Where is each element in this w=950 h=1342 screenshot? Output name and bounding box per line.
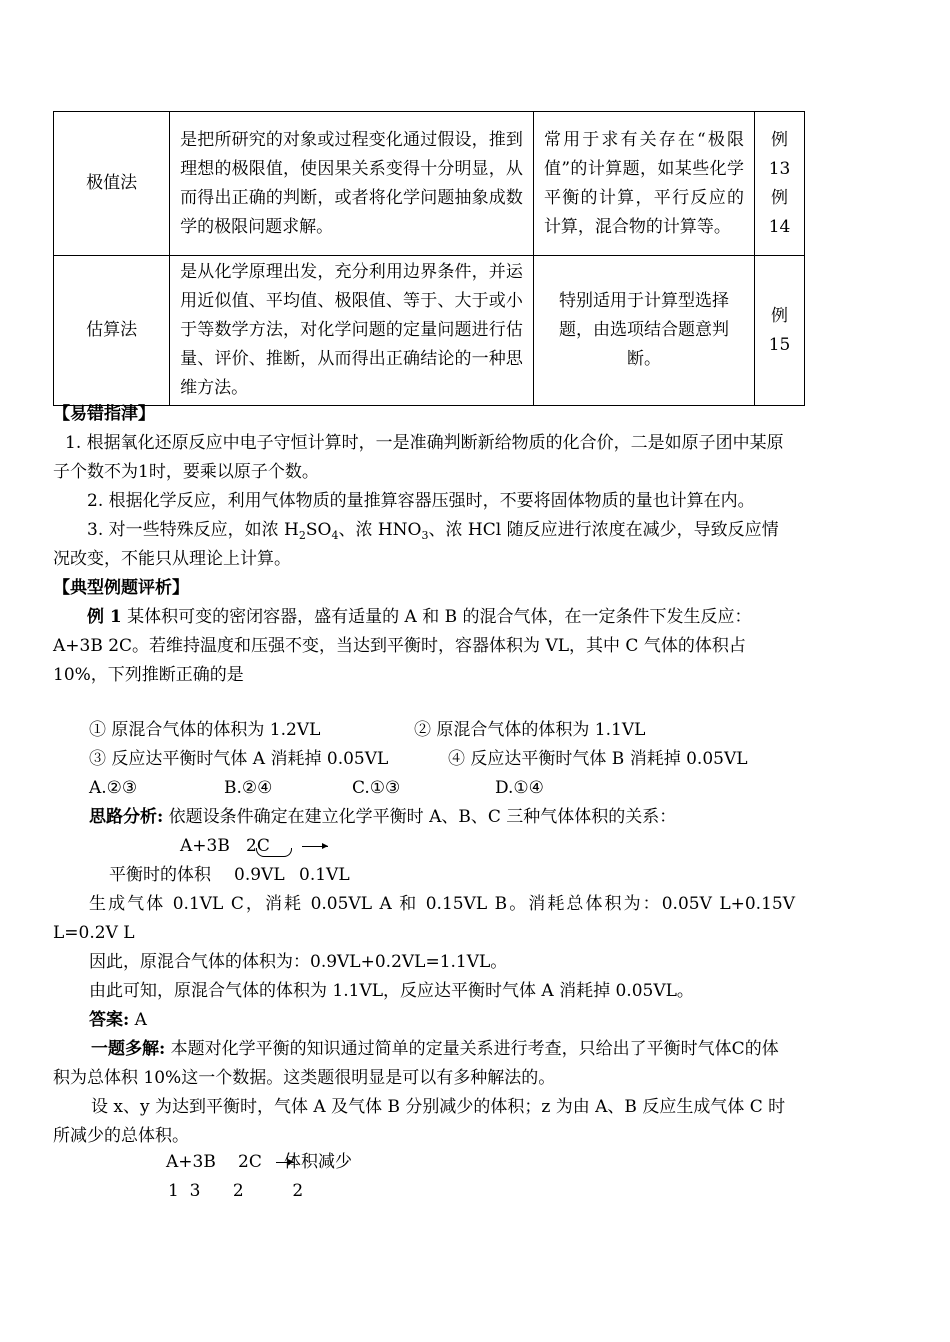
- method-name: 极值法: [54, 112, 170, 256]
- solution-text: [53, 890, 795, 1151]
- equilibrium-value: 0.9VL: [234, 865, 285, 885]
- table-row: [54, 112, 805, 256]
- method-examples: [755, 112, 805, 256]
- multi-solution: 一题多解: 本题对化学平衡的知识通过简单的定量关系进行考查，只给出了平衡时气体C的体积为总体积 10%这一个数据。这类题很明显是可以有多种解法的。: [53, 1039, 779, 1088]
- option-1: ① 原混合气体的体积为 1.2VL: [89, 720, 321, 740]
- method-usage: 特别适用于计算型选择题，由选项结合题意判断。: [533, 256, 754, 406]
- solution-line: 因此，原混合气体的体积为：0.9VL+0.2VL=1.1VL。: [89, 952, 508, 972]
- error-item: 2. 根据化学反应，利用气体物质的量推算容器压强时，不要将固体物质的量也计算在内。: [87, 491, 755, 511]
- brace-mark: [256, 848, 292, 857]
- equilibrium-value: 0.1VL: [299, 865, 350, 885]
- errors-section: [53, 400, 795, 690]
- coefficients-row: 1 3 2 2: [168, 1181, 304, 1201]
- example-ref: 13: [768, 158, 791, 179]
- equation-right: 2C: [246, 836, 270, 856]
- analysis-line: 思路分析: 依题设条件确定在建立化学平衡时 A、B、C 三种气体体积的关系：: [89, 807, 677, 827]
- equation-left: A+3B: [180, 836, 230, 856]
- choice-b: B.②④: [224, 778, 273, 798]
- section-heading: 【典型例题评析】: [53, 578, 189, 598]
- assumption-text: 设 x、y 为达到平衡时，气体 A 及气体 B 分别减少的体积；z 为由 A、B 反应生成气体 C 时所减少的总体积。: [53, 1097, 786, 1146]
- method-description: 是把所研究的对象或过程变化通过假设，推到理想的极限值，使因果关系变得十分明显，从而得出正确的判断，或者将化学问题抽象成数学的极限问题求解。: [170, 112, 534, 256]
- equilibrium-label: 平衡时的体积: [109, 865, 211, 885]
- method-usage: 常用于求有关存在“极限值”的计算题，如某些化学平衡的计算，平行反应的计算，混合物的计算等。: [533, 112, 754, 256]
- solution-line: 生成气体 0.1VL C，消耗 0.05VL A 和 0.15VL B。消耗总体积为：0.05V L+0.15V L=0.2V L: [53, 894, 795, 943]
- solution-line: 由此可知，原混合气体的体积为 1.1VL，反应达平衡时气体 A 消耗掉 0.05VL。: [89, 981, 694, 1001]
- choice-d: D.①④: [495, 778, 544, 798]
- equilibrium-arrow-icon: [302, 832, 328, 861]
- example-ref: 例: [771, 129, 789, 150]
- example-ref: 15: [768, 334, 791, 355]
- option-3: ③ 反应达平衡时气体 A 消耗掉 0.05VL: [89, 749, 389, 769]
- error-item: 3. 对一些特殊反应，如浓 $H_2SO_4$、浓 $HNO_3$、浓 HCl 随反应进行浓度在减少，导致反应情况改变，不能只从理论上计算。: [53, 520, 779, 569]
- option-2: ② 原混合气体的体积为 1.1VL: [414, 720, 646, 740]
- method-description: 是从化学原理出发，充分利用边界条件，并运用近似值、平均值、极限值、等于、大于或小于等数学方法，对化学问题的定量问题进行估量、评价、推断，从而得出正确结论的一种思维方法。: [170, 256, 534, 406]
- example-ref: 例: [771, 305, 789, 326]
- example-ref: 14: [768, 216, 791, 237]
- error-item: 1. 根据氧化还原反应中电子守恒计算时，一是准确判断新给物质的化合价，二是如原子团中某原子个数不为1时，要乘以原子个数。: [53, 433, 784, 482]
- method-name: 估算法: [54, 256, 170, 406]
- example-ref: 例: [771, 187, 789, 208]
- section-heading: 【易错指津】: [53, 404, 155, 424]
- equation2-left: A+3B: [166, 1152, 216, 1172]
- choice-a: A.②③: [89, 778, 138, 798]
- method-examples: [755, 256, 805, 406]
- choice-c: C.①③: [352, 778, 401, 798]
- example-1-question: 例 1 某体积可变的密闭容器，盛有适量的 A 和 B 的混合气体，在一定条件下发生反应：A+3B 2C。若维持温度和压强不变，当达到平衡时，容器体积为 VL，其中 C 气体的体积占 10%，下列推断正确的是: [53, 607, 752, 685]
- volume-decrease-label: 体积减少: [284, 1152, 352, 1172]
- option-4: ④ 反应达平衡时气体 B 消耗掉 0.05VL: [448, 749, 748, 769]
- table-row: [54, 256, 805, 406]
- equation2-right: 2C: [238, 1152, 262, 1172]
- methods-table: [53, 111, 805, 406]
- answer-line: 答案: A: [89, 1010, 147, 1030]
